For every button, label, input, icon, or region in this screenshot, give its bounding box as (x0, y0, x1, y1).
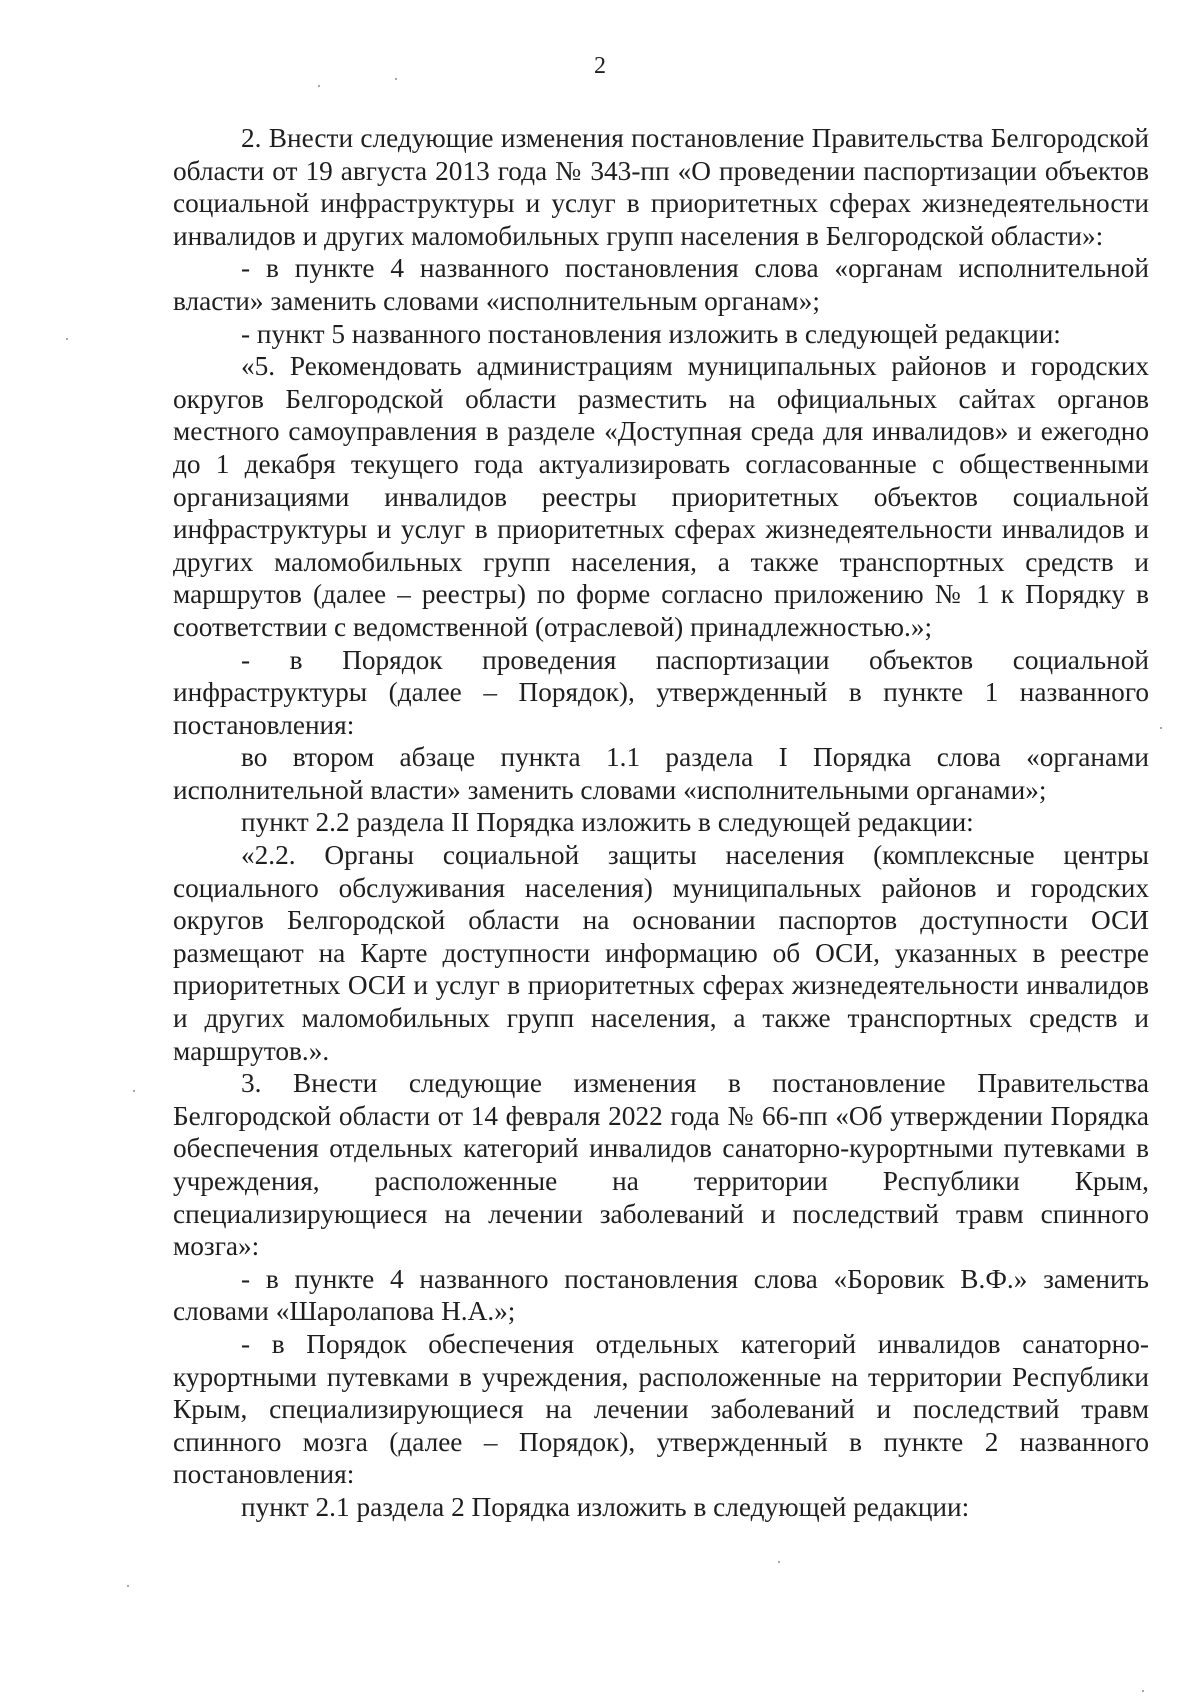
scan-speck (127, 1585, 129, 1587)
paragraph-item-3: 3. Внести следующие изменения в постановление Правительства Белгородской области от 14 февраля 2022 года № 66-пп «Об утверждении Порядка обеспечения отдельных категорий инвалидов санаторно-курортными путевками в учреждения, расположенные на территории Республики Крым, специализирующиеся на лечении заболеваний и последствий травм спинного мозга»: (173, 1068, 1149, 1262)
scan-speck (778, 1561, 780, 1563)
paragraph-section-2-2: пункт 2.2 раздела II Порядка изложить в следующей редакции: (241, 807, 974, 838)
paragraph-item-2-point-5: - пункт 5 названного постановления изложить в следующей редакции: (241, 318, 1061, 349)
scan-speck (395, 78, 397, 80)
paragraph-item-2-point-4: - в пункте 4 названного постановления слова «органам исполнительной власти» заменить словами «исполнительным органам»; (173, 253, 1149, 316)
paragraph-section-1-1: во втором абзаце пункта 1.1 раздела I Порядка слова «органами исполнительной власти» заменить словами «исполнительными органами»; (173, 742, 1149, 805)
document-body (173, 122, 1149, 1524)
paragraph-new-point-5: «5. Рекомендовать администрациям муниципальных районов и городских округов Белгородской области разместить на официальных сайтах органов местного самоуправления в разделе «Доступная среда для инвалидов» и ежегодно до 1 декабря текущего года актуализировать согласованные с общественными организациями инвалидов реестры приоритетных объектов социальной инфраструктуры и услуг в приоритетных сферах жизнедеятельности инвалидов и других маломобильных групп населения, а также транспортных средств и маршрутов (далее – реестры) по форме согласно приложению № 1 к Порядку в соответствии с ведомственной (отраслевой) принадлежностью.»; (173, 351, 1149, 642)
scan-speck (1142, 1690, 1144, 1692)
paragraph-item-2: 2. Внести следующие изменения постановление Правительства Белгородской области от 19 августа 2013 года № 343-пп «О проведении паспортизации объектов социальной инфраструктуры и услуг в приоритетных сферах жизнедеятельности инвалидов и других маломобильных групп населения в Белгородской области»: (173, 123, 1149, 251)
paragraph-order-passport: - в Порядок проведения паспортизации объектов социальной инфраструктуры (далее – Порядок), утвержденный в пункте 1 названного постановления: (173, 644, 1149, 740)
paragraph-item-3-point-4: - в пункте 4 названного постановления слова «Боровик В.Ф.» заменить словами «Шаролапова Н.А.»; (173, 1263, 1149, 1327)
page-number: 2 (594, 53, 606, 79)
scan-speck (1160, 727, 1162, 729)
scan-speck (318, 85, 320, 87)
scan-speck (66, 338, 68, 340)
paragraph-order-sanatorium: - в Порядок обеспечения отдельных категорий инвалидов санаторно-курортными путевками в учреждения, расположенные на территории Республики Крым, специализирующиеся на лечении заболеваний и последствий травм спинного мозга (далее – Порядок), утвержденный в пункте 2 названного постановления: (173, 1328, 1149, 1490)
scan-speck (133, 1090, 135, 1092)
paragraph-section-2-1: пункт 2.1 раздела 2 Порядка изложить в следующей редакции: (241, 1491, 970, 1522)
paragraph-new-point-2-2: «2.2. Органы социальной защиты населения (комплексные центры социального обслуживания населения) муниципальных районов и городских округов Белгородской области на основании паспортов доступности ОСИ размещают на Карте доступности информацию об ОСИ, указанных в реестре приоритетных ОСИ и услуг в приоритетных сферах жизнедеятельности инвалидов и других маломобильных групп населения, а также транспортных средств и маршрутов.». (173, 840, 1149, 1066)
